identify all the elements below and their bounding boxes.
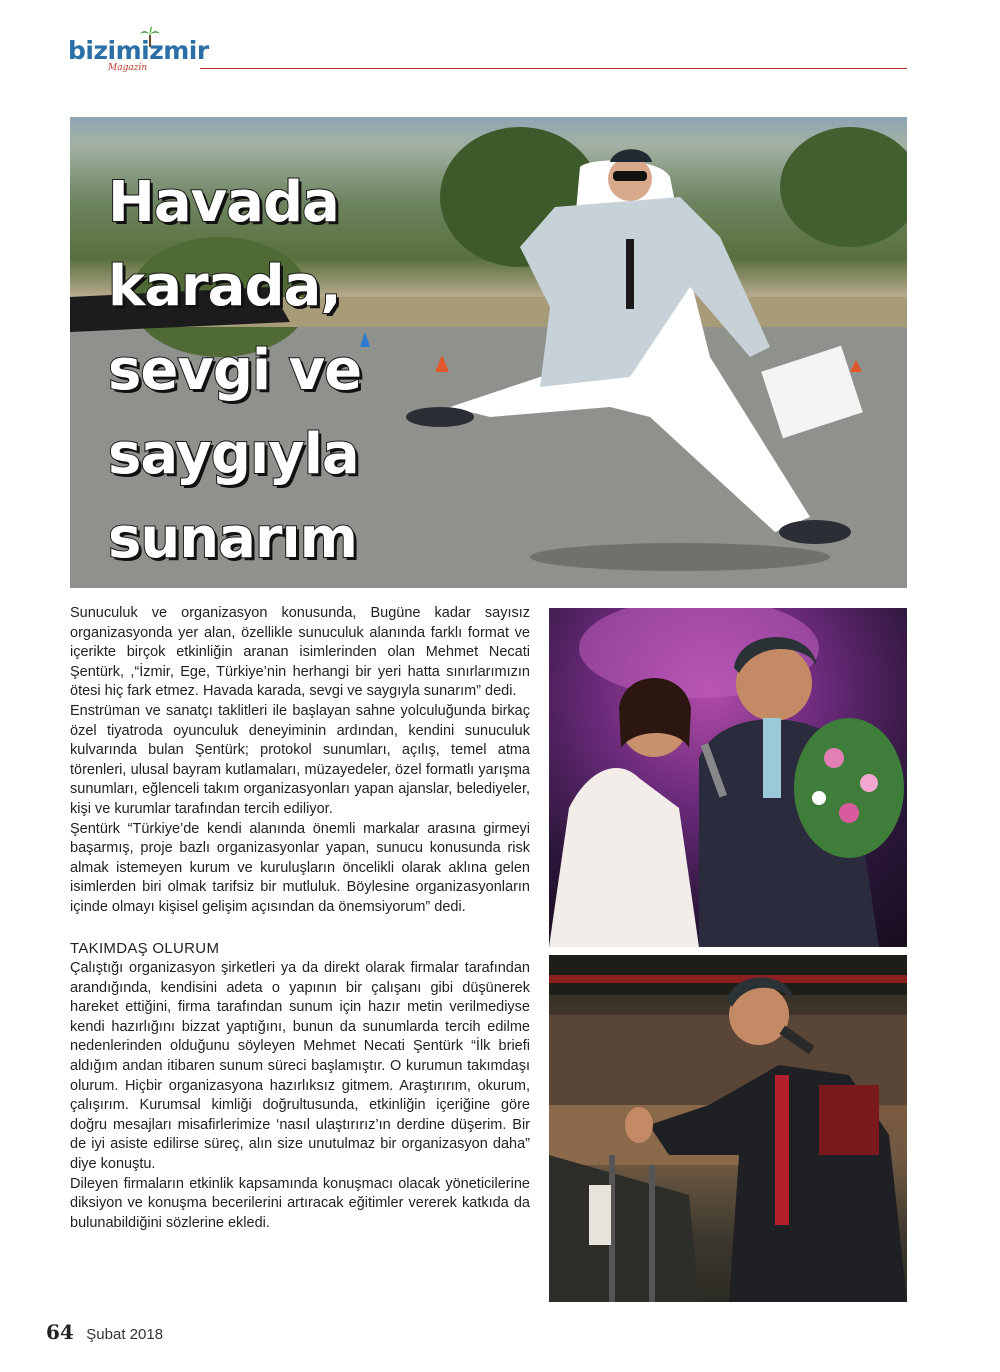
- magazine-logo: [68, 30, 208, 80]
- hero-photo: [70, 117, 907, 588]
- article-body: [70, 604, 530, 1233]
- header-rule: [200, 68, 907, 69]
- headline-line: sevgi ve: [108, 338, 362, 403]
- headline-line: saygıyla: [108, 422, 359, 487]
- headline-line: Havada: [108, 170, 339, 235]
- palm-tree-icon: [139, 26, 161, 48]
- concert-duet-photo: [549, 608, 907, 947]
- article-paragraph: Şentürk “Türkiye’de kendi alanında önemli markalar arasına girmeyi başarmış, proje bazlı organizasyonlar yapan, sunucu konusunda risk almak istemeyen kurum ve kuruluşların öncelikli olarak aklına gelen isimlerden biri olmak tarifsiz bir mutluluk. Böylesine organizasyonların içinde olmayı kişisel gelişim açısından da önemsiyorum” dedi.: [70, 820, 530, 915]
- page-number: 64: [46, 1320, 74, 1344]
- article-paragraph: Dileyen firmaların etkinlik kapsamında konuşmacı olacak yöneticilerine diksiyon ve konuşma becerilerini artıracak eğitimler vererek katkıda da bulunabildiğini sözlerine ekledi.: [70, 1175, 530, 1231]
- logo-text: bizimizmir: [68, 36, 209, 65]
- logo-subtitle: Magazin: [108, 63, 148, 73]
- headline-line: sunarım: [108, 506, 358, 571]
- duet-scene-illustration: [549, 608, 907, 947]
- page-footer: [46, 1320, 163, 1344]
- concert-audience-photo: [549, 955, 907, 1302]
- article-subheading: TAKIMDAŞ OLURUM: [70, 939, 220, 957]
- headline: [108, 161, 361, 581]
- headline-line: karada,: [108, 254, 341, 319]
- issue-date: Şubat 2018: [86, 1326, 164, 1343]
- article-paragraph: Enstrüman ve sanatçı taklitleri ile başlayan sahne yolculuğunda birkaç özel tiyatroda oyunculuk deneyiminin ardından, kendini sunuculuk kulvarında bulan Şentürk; protokol sunumları, açılış, temel atma törenleri, ulusal bayram kutlamaları, müzayedeler, özel formatlı yarışma sunumları, eğlenceli takım organizasyonları yapan ajanslar, belediyeler, kişi ve kurumlar tarafından tercih ediliyor.: [70, 702, 530, 817]
- article-paragraph: Sunuculuk ve organizasyon konusunda, Bugüne kadar sayısız organizasyonda yer alan, özellikle sunuculuk alanında farklı format ve içerikte birçok etkinliğin aranan isimlerinden olan Mehmet Necati Şentürk, ,“İzmir, Ege, Türkiye’nin herhangi bir yeri hatta sınırlarımızın ötesi hiç fark etmez. Havada karada, sevgi ve saygıyla sunarım” dedi.: [70, 605, 530, 700]
- article-paragraph: Çalıştığı organizasyon şirketleri ya da direkt olarak firmalar tarafından arandığında, kendisini adeta o yapının bir çalışanı gibi düşünerek hareket ettiğini, firma tarafından sunum için hazır metin verilmediyse kendi hazırlığını bizzat yaptığını, bunun da sunumlarda tercih edilme nedenlerinden olduğunu söyleyen Mehmet Necati Şentürk “İlk briefi aldığım andan itibaren sunum süreci başlamıştır. O kurumun takımdaşı olurum. Hiçbir organizasyona hazırlıksız gitmem. Araştırırım, okurum, çalışırım. Kurumsal kimliği doğrultusunda, etkinliğin içeriğine göre doğru mesajları misafirlerimize ‘nasıl ulaştırırız’ın derdine düşerim. Bir de iyi asiste edilirse süreç, alın size unutulmaz bir organizasyon daha” diye konuştu.: [70, 960, 530, 1173]
- audience-scene-illustration: [549, 955, 907, 1302]
